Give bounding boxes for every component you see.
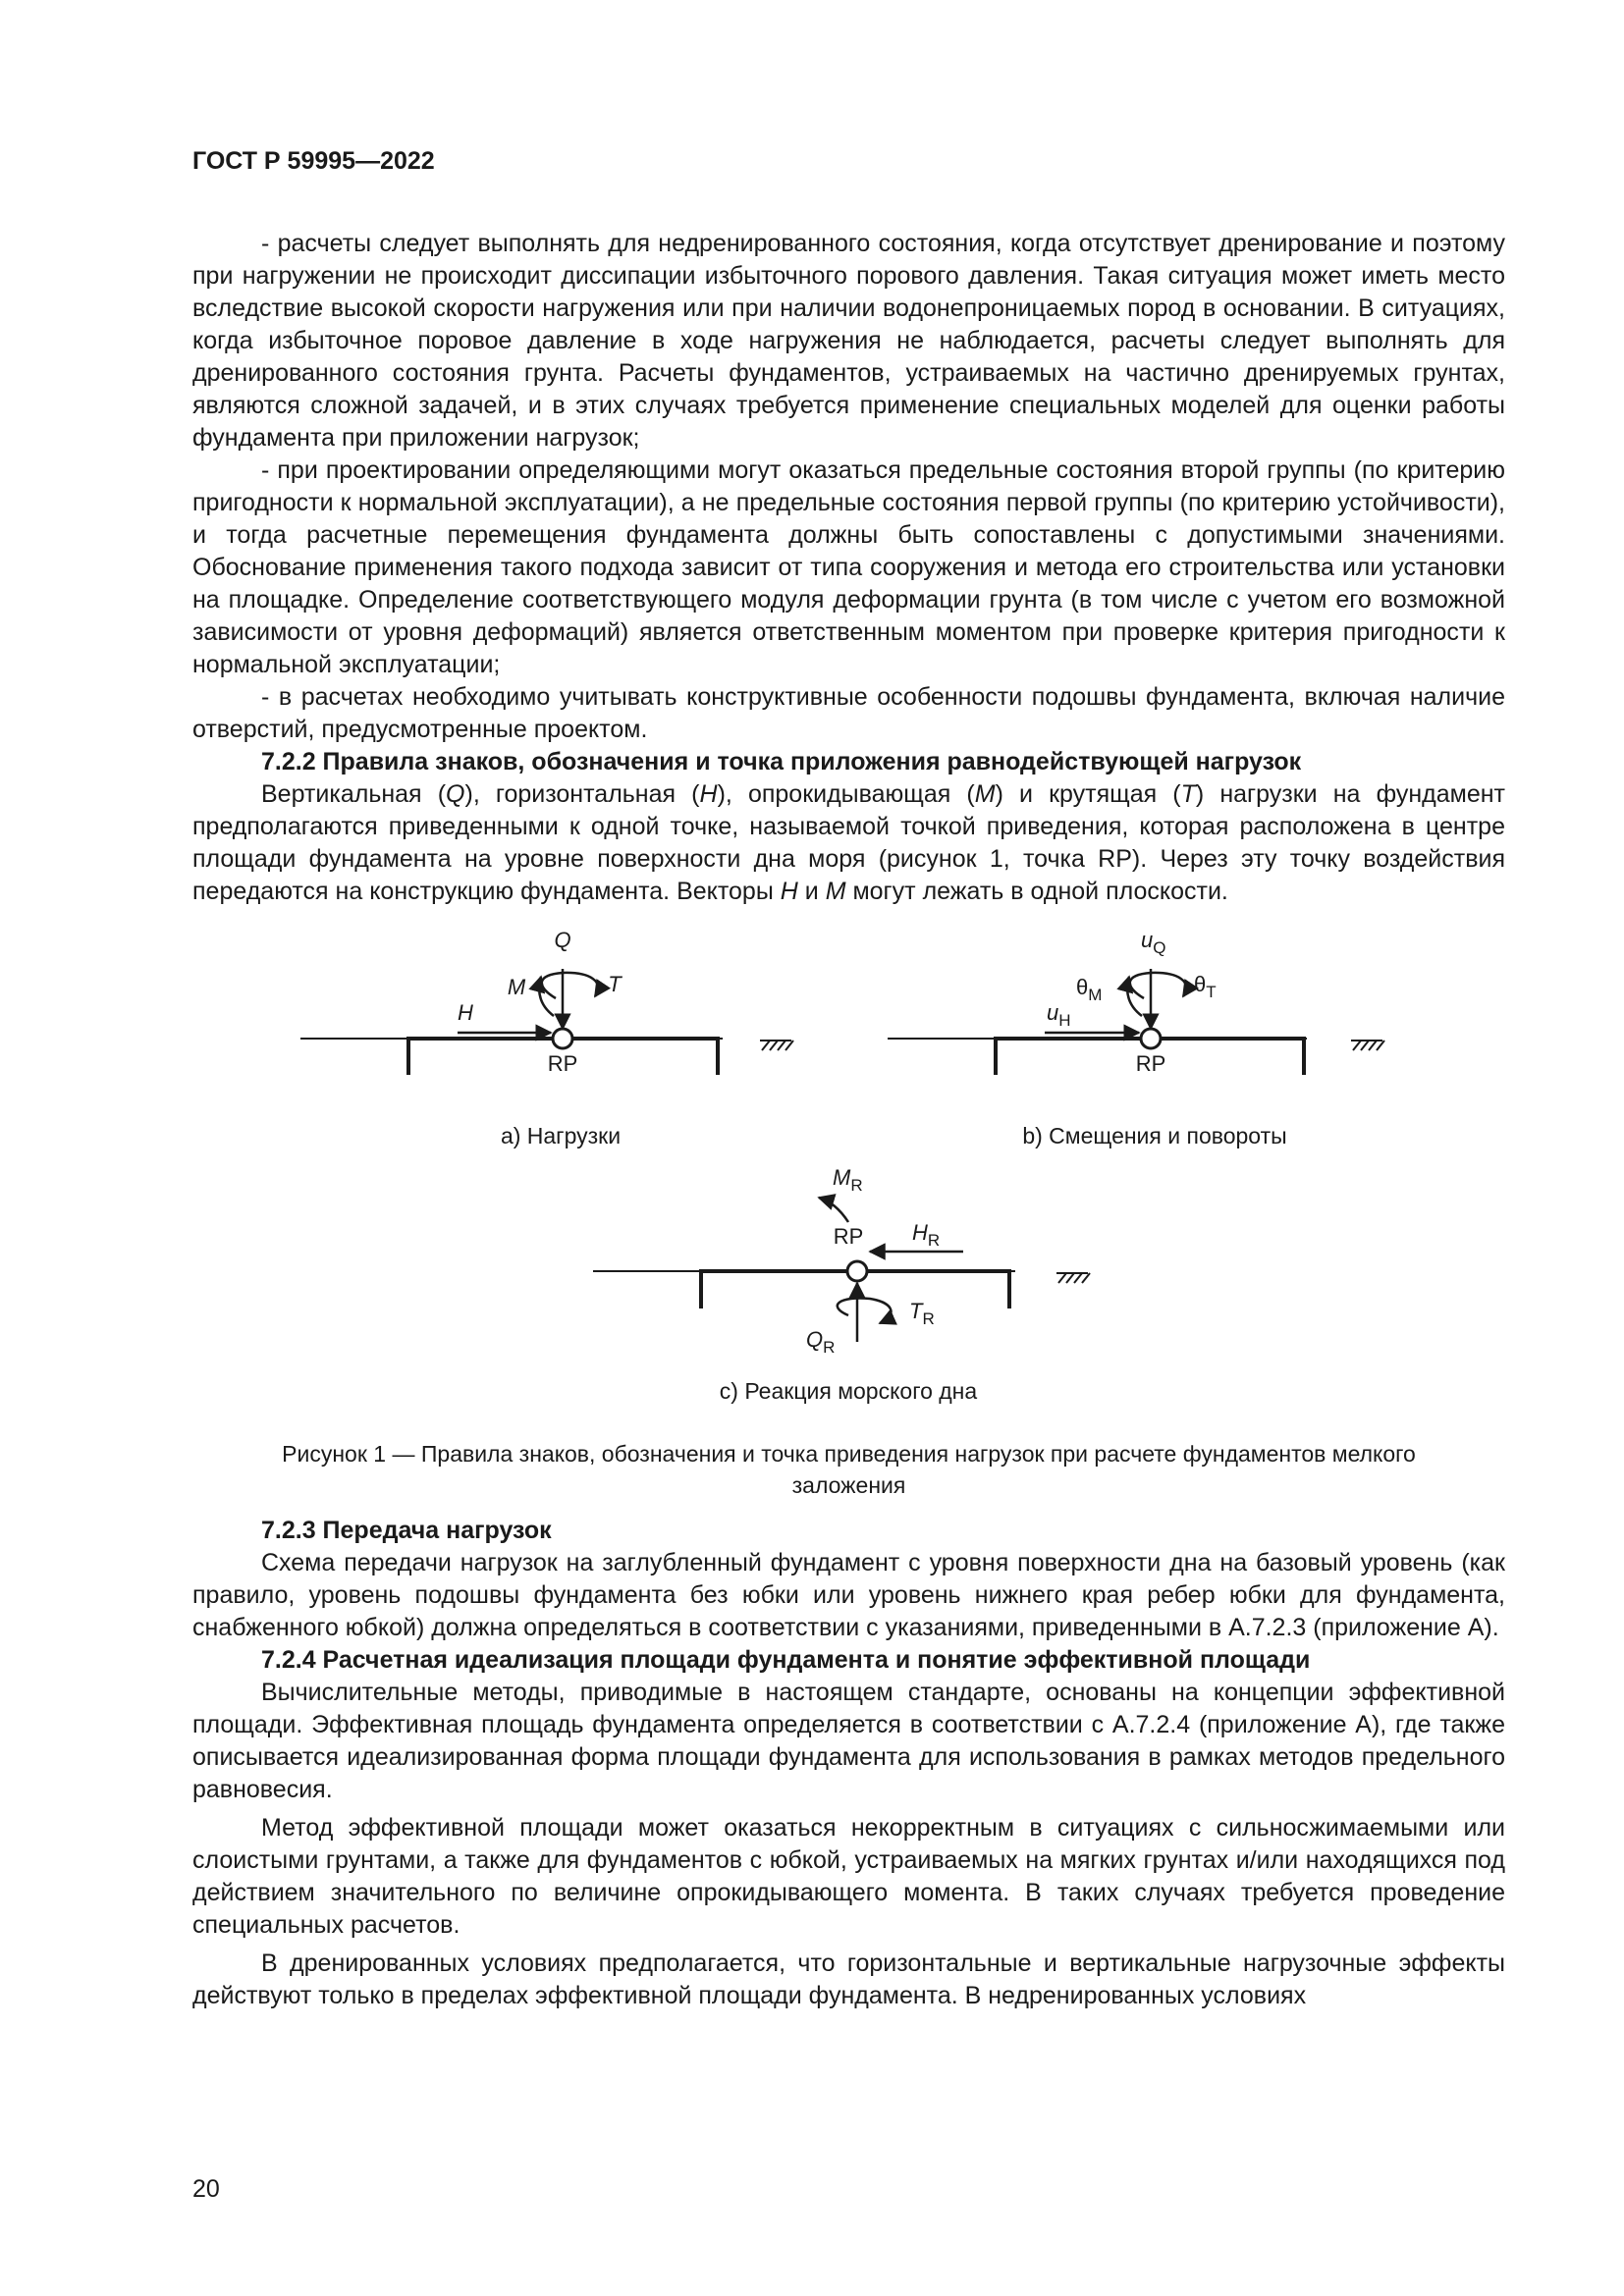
- text-part: ) и крутящая (: [995, 780, 1181, 808]
- label-theta-m: $\theta_M$: [1076, 975, 1103, 1004]
- text-part: ) нагрузки на фундамент предполагаются приведенными к одной точке, называемой точкой приведения, которая расположена в центре площади фундамента на уровне поверхности дна моря (рисунок 1, точка RP). Через эту точку воздействия передаются на конструкцию фундамента. Векторы: [192, 780, 1506, 905]
- paragraph-second-group: - при проектировании определяющими могут оказаться предельные состояния второй группы (по критерию пригодности к нормальной эксплуатации), а не предельные состояния первой группы (по критерию устойчивости), и тогда расчетные перемещения фундамента должны быть сопоставлены с допустимыми значениями. Обоснование применения такого подхода зависит от типа сооружения и метода его строительства или установки на площадке. Определение соответствующего модуля деформации грунта (в том числе с учетом его возможной зависимости от уровня деформаций) является ответственным моментом при проверке критерия пригодности к нормальной эксплуатации;: [192, 456, 1505, 678]
- arrow-theta-t: [1130, 973, 1186, 998]
- label-t: T: [608, 972, 622, 996]
- text-part: Вертикальная (: [261, 780, 447, 808]
- section-7-2-3-heading: 7.2.3 Передача нагрузок: [261, 1517, 552, 1544]
- paragraph-undrained: - расчеты следует выполнять для недренированного состояния, когда отсутствует дренирование и поэтому при нагружении не происходит диссипации избыточного порового давления. Такая ситуация может иметь место вследствие высокой скорости нагружения или при наличии водонепроницаемых пород в основании. В ситуациях, когда избыточное поровое давление в ходе нагружения не наблюдается, расчеты следует выполнять для дренированного состояния грунта. Расчеты фундаментов, устраиваемых на частично дренируемых грунтах, являются сложной задачей, и в этих случаях требуется применение специальных моделей для оценки работы фундамента при приложении нагрузок;: [192, 230, 1505, 452]
- symbol-m: M: [825, 878, 846, 905]
- label-q: Q: [554, 928, 571, 952]
- arrow-tr: [838, 1298, 892, 1323]
- reference-point-icon: [553, 1029, 572, 1048]
- section-7-2-3-text: Схема передачи нагрузок на заглубленный фундамент с уровня поверхности дна на базовый уровень (как правило, уровень подошвы фундамента без юбки или уровень нижнего края ребер юбки для фундамента, снабженного юбкой) должна определяться в соответствии с указаниями, приведенными в А.7.2.3 (приложение А).: [192, 1549, 1505, 1641]
- panel-c-seabed-reaction: [593, 1165, 1090, 1404]
- text-part: могут лежать в одной плоскости.: [845, 878, 1228, 905]
- label-qr: $Q_R$: [806, 1327, 836, 1357]
- page-content: [192, 228, 1505, 2012]
- seabed-hatch-icon: [1056, 1273, 1090, 1283]
- arrow-t: [542, 973, 598, 998]
- section-7-2-2-heading: 7.2.2 Правила знаков, обозначения и точка приложения равнодействующей нагрузок: [261, 748, 1302, 775]
- label-h: H: [458, 1000, 473, 1025]
- reference-point-icon: [1141, 1029, 1161, 1048]
- reference-point-icon: [847, 1261, 867, 1281]
- paragraph-design-features: - в расчетах необходимо учитывать конструктивные особенности подошвы фундамента, включая наличие отверстий, предусмотренные проектом.: [192, 683, 1505, 743]
- section-7-2-4-p3: В дренированных условиях предполагается, что горизонтальные и вертикальные нагрузочные эффекты действуют только в пределах эффективной площади фундамента. В недренированных условиях: [192, 1949, 1505, 2009]
- label-mr: $M_R$: [833, 1165, 863, 1195]
- seabed-hatch-icon: [1351, 1041, 1384, 1050]
- seabed-hatch-icon: [760, 1041, 793, 1050]
- label-rp: RP: [1135, 1051, 1166, 1076]
- arrow-mr: [819, 1198, 848, 1222]
- section-7-2-2-text: [192, 778, 1505, 908]
- caption-c: c) Реакция морского дна: [719, 1378, 978, 1404]
- label-rp: RP: [833, 1224, 864, 1249]
- text-part: ), горизонтальная (: [464, 780, 700, 808]
- symbol-m: M: [974, 780, 996, 808]
- figure-1-diagram: [192, 918, 1505, 1438]
- section-7-2-4-p2: Метод эффективной площади может оказаться некорректным в ситуациях с сильносжимаемыми или слоистыми грунтами, а также для фундаментов с юбкой, устраиваемых на мягких грунтах и/или находящихся под действием значительного по величине опрокидывающего момента. В таких случаях требуется проведение специальных расчетов.: [192, 1814, 1505, 1939]
- label-m: M: [507, 975, 526, 999]
- symbol-t: T: [1180, 780, 1196, 808]
- label-hr: $H_R$: [912, 1220, 941, 1250]
- text-part: ), опрокидывающая (: [717, 780, 975, 808]
- symbol-h: H: [699, 780, 718, 808]
- symbol-q: Q: [446, 780, 465, 808]
- caption-a: a) Нагрузки: [500, 1123, 622, 1148]
- section-7-2-4-heading: 7.2.4 Расчетная идеализация площади фундамента и понятие эффективной площади: [261, 1646, 1311, 1674]
- label-tr: $T_R$: [909, 1299, 935, 1328]
- page-number: 20: [192, 2175, 220, 2203]
- label-theta-t: $\theta_T$: [1194, 972, 1217, 1001]
- section-7-2-4-p1: Вычислительные методы, приводимые в настоящем стандарте, основаны на концепции эффективной площади. Эффективная площадь фундамента определяется в соответствии с А.7.2.4 (приложение А), где также описывается идеализированная форма площади фундамента для использования в рамках методов предельного равновесия.: [192, 1679, 1505, 1803]
- text-part: и: [797, 878, 826, 905]
- label-rp: RP: [547, 1051, 578, 1076]
- label-uh: $u_H$: [1047, 1000, 1071, 1030]
- symbol-h: H: [780, 878, 798, 905]
- document-header: ГОСТ Р 59995—2022: [192, 147, 435, 175]
- caption-b: b) Смещения и повороты: [1022, 1123, 1287, 1148]
- figure-caption: Рисунок 1 — Правила знаков, обозначения и точка приведения нагрузок при расчете фундаментов мелкого заложения: [282, 1441, 1416, 1498]
- panel-b-displacements: [888, 928, 1384, 1148]
- label-uq: $u_Q$: [1141, 928, 1166, 957]
- panel-a-loads: [300, 928, 793, 1148]
- figure-1: [192, 918, 1505, 1438]
